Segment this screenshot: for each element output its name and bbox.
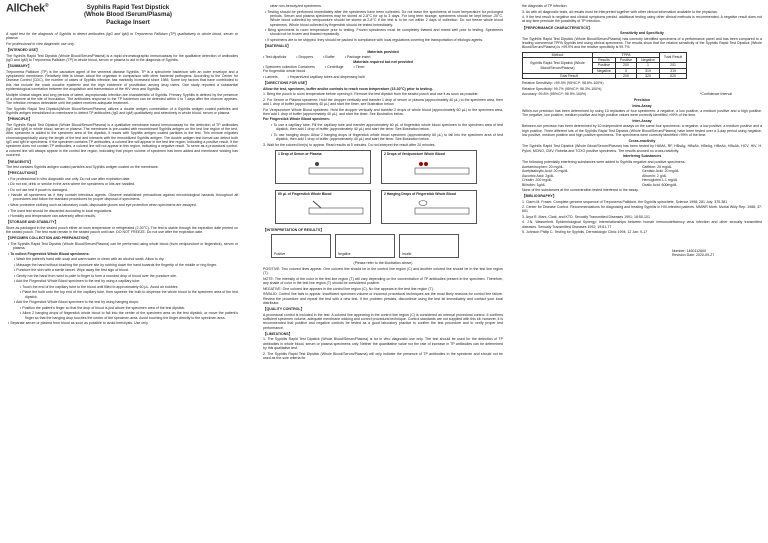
- table-row: Total Result 200 320 520: [523, 74, 687, 79]
- direction-step: For Fingerstick Whole Blood specimen:: [263, 117, 330, 122]
- direction-substep: • To use a capillary tube: Fill the capillary tube and transfer approximately 60 µL of fingerstick whole blood specimen to the specimen area of test dipstick, then add 1 drop of buffer (approximately 40 µL) and start the timer. See illustration below.: [271, 122, 504, 132]
- illustration-serum-plasma: 1 Drop of Serum or Plasma: [275, 150, 371, 184]
- table-cell: Results: [593, 58, 616, 63]
- column-3: [522, 4, 762, 257]
- limitation-item: 3. As with all diagnostic tests, all results must be interpreted together with other clinical information available to the physician.: [522, 9, 718, 14]
- limitation-item: 1. The Syphilis Rapid Test Dipstick (Whole Blood/Serum/Plasma) is for in vitro diagnostic use only. The test should be used for the detection of TP antibodies in whole blood, serum or plasma specimens only. Neither the quantitative value nor the rate of increase in TP antibodies can be determined by this qualitative test.: [263, 337, 503, 350]
- intra-title: Intra-Assay: [632, 103, 652, 108]
- specimen-subitem: • Add the Fingerstick Whole Blood specimen to the test by using a capillary tube:: [14, 279, 141, 284]
- specimen-cont: clear non-hemolyzed specimens.: [270, 4, 322, 8]
- intra-text: Within-run precision has been determined by using 10 replicates of four specimens: a negative, a low positive, a medium positive and a high positive. The negative, low positive, medium positive and high positive values were correctly identified >99% of the time.: [522, 109, 762, 118]
- brand-logo: AllChek®: [6, 2, 49, 15]
- intended-text: The Syphilis Rapid Test Dipstick (Whole Blood/Serum/Plasma) is a rapid chromatographic immunoassay for the qualitative detection of antibodies (IgG and IgM) to Treponema Pallidum (TP) in whole blood, serum or plasma to aid in the diagnosis of Syphilis.: [6, 53, 238, 62]
- section-directions: 【DIRECTIONS FOR USE】: [263, 81, 309, 86]
- limitation-cont: the diagnosis of TP infection.: [522, 4, 568, 8]
- result-note: NOTE: The intensity of the color in the test line region (T) will vary depending on the concentration of TP antibodies present in the specimen. Therefore, any shade of color in the test line region (T) should be considered positive.: [263, 276, 503, 286]
- stat-line: Relative Specificity: 99.7% (95%CI*: 98.3%-100%): [522, 86, 602, 91]
- material-item: • Package insert: [344, 55, 371, 60]
- inter-title: Inter-Assay: [632, 118, 652, 123]
- substance-row: Creatin: 200 mg/dL Hemoglobin 1.1 mg/dL: [522, 178, 678, 183]
- limitation-item: 2. The Syphilis Rapid Test Dipstick (Whole Blood/Serum/Plasma) will only indicate the presence of TP antibodies in the specimen and should not be used as the sole criteria for: [263, 351, 503, 360]
- material-note: For fingerstick whole blood: [263, 69, 306, 74]
- principle-text: The Syphilis Rapid Test Dipstick (Whole Blood/Serum/Plasma) is a qualitative membrane based immunoassay for the detection of TP antibodies (IgG and IgM) in whole blood, serum or plasma. The membrane is pre-coated with recombinant Syphilis antigen on the test line region of the test. After specimen is added to the specimen area of the dipstick, it reacts with Syphilis antigen coated particles in the test. This mixture migrates chromatographically along the length of the test and interacts with the immobilized Syphilis antigen. The double antigen test format can detect both IgG and IgM in specimens. If the specimen contains TP antibodies, a colored line will appear in the test line region, indicating a positive result. If the specimen does not contain TP antibodies, a colored line will not appear in this region, indicating a negative result. To serve as a procedural control, a colored line will always appear in the control line region, indicating that proper volume of specimen has been added and membrane wicking has occurred.: [6, 122, 238, 158]
- biblio-item: 4. J.N. Wasserheit. Epidemiological Synergy: Interrelationships between human immunodeficiency virus infection and other sexually transmitted diseases. Sexually Transmitted Diseases 1992; 19:61-77: [522, 220, 762, 229]
- table-cell: Negative: [637, 58, 660, 63]
- document-number: Number: 1460112600: [672, 248, 707, 253]
- specimen-subitem: • Touch the end of the capillary tube to the blood until filled to approximately 60 µL. Avoid air bubbles.: [20, 284, 179, 289]
- material-item: • Lancets: [263, 74, 278, 79]
- summary-p3: The Syphilis Rapid Test Dipstick(Whole Blood/Serum/Plasma) utilizes a double antigen combination of a Syphilis antigen coated particles and Syphilis antigen immobilized on membrane to detect TP antibodies (IgG and IgM) qualitatively and selectively in whole blood, serum or plasma.: [6, 106, 238, 116]
- header: [6, 4, 238, 30]
- stat-line: Accuracy: 99.8% (95%CI*: 98.9%-100%) *Confidence Interval: [522, 92, 732, 97]
- material-item: • Specimen collection Containers: [263, 65, 315, 70]
- direction-step: For Venipuncture Whole Blood specimen: Hold the dropper vertically and transfer 2 drops of whole blood (approximately 60 µL) to the specimen area, then add 1 drop of buffer (approximately 40 µL), and start the timer. See illustration below.: [263, 107, 503, 116]
- summary-p1: Treponema Pallidum (TP) is the causative agent of the venereal disease Syphilis. TP is a spirochete bacterium with an outer envelope and a cytoplasmic membrane. Relatively little is known about the organism in comparison with other bacterial pathogens. According to the Center for Disease Control (CDC), the number of cases of Syphilis infection has markedly increased since 1985. Some key factors that have contributed to this rise include the crack cocaine epidemic and the high incidence of prostitution among drug users. One study reported a substantial epidemiological correlation between the acquisition and transmission of the HIV virus and Syphilis.: [6, 69, 238, 91]
- performance-table: [522, 52, 687, 80]
- document-meta: [672, 249, 762, 258]
- material-item: • Test dipsticks: [263, 55, 287, 60]
- result-positive: POSITIVE: Two colored lines appear. One colored line should be in the control line region (C) and another colored line should be in the test line region (T).: [263, 266, 503, 276]
- section-summary: 【SUMMARY】: [6, 64, 32, 69]
- material-item: • Timer: [353, 65, 365, 70]
- section-storage: 【STORAGE AND STABILITY】: [6, 220, 59, 225]
- direction-step: 1. Bring the pouch to room temperature before opening it. Remove the test dipstick from the sealed pouch and use it as soon as possible.: [263, 92, 479, 97]
- section-interpretation: 【INTERPRETATION OF RESULTS】: [263, 228, 324, 233]
- table-header: Method: [523, 52, 593, 57]
- precision-title: Precision: [634, 97, 650, 102]
- stat-line: Relative Sensitivity: >99.9% (95%CI*: 98.6%-100%): [522, 81, 604, 86]
- revision-date: Revision Date: 2020-09-27: [672, 253, 715, 258]
- table-cell: Positive: [615, 58, 636, 63]
- illustration-capillary: 60 µL of Fingerstick Whole Blood: [275, 190, 371, 224]
- procedure-illustrations: [275, 150, 503, 224]
- cross-title: Cross-reactivity: [628, 138, 656, 143]
- table-row: Negative 0 319 319: [523, 68, 687, 73]
- substances-list: [522, 165, 762, 187]
- precaution-item: • Wear protective clothing such as laboratory coats, disposable gloves and eye protection when specimens are assayed.: [8, 203, 197, 207]
- interp-note: (Please refer to the illustration above): [353, 261, 413, 266]
- section-bibliography: 【BIBLIOGRAPHY】: [522, 194, 557, 199]
- column-2: [263, 4, 503, 361]
- qc-text: A procedural control is included in the test. A colored line appearing in the control line region (C) is considered an internal procedural control. It confirms sufficient specimen volume, adequate membrane wicking and correct procedural technique. Control standards are not supplied with this kit; however, it is recommended that positive and negative controls be tested as a good laboratory practice to confirm the test procedure and to verify proper test performance.: [263, 312, 503, 330]
- precaution-item: • Do not use test if pouch is damaged.: [8, 187, 68, 192]
- directions-intro: Allow the test, specimen, buffer and/or controls to reach room temperature (15-30°C) prior to testing.: [263, 86, 433, 91]
- precaution-item: • Do not eat, drink or smoke in the area where the specimens or kits are handled.: [8, 182, 136, 187]
- title-line-3: Package Insert: [106, 18, 150, 26]
- biblio-item: 2. Center for Disease Control. Recommendations for diagnosing and treating Syphilis in HIV-infected patients. MMWR Morb. Mortal Wkly Rep. 1988; 37: 601: [522, 205, 762, 214]
- precaution-item: • The used test should be discarded according to local regulations.: [8, 208, 113, 213]
- result-positive-illustration: Positive: [271, 234, 331, 258]
- material-item: • Droppers: [296, 55, 314, 60]
- specimen-subitem: • Gently rub the hand from wrist to palm to finger to form a rounded drop of blood over the puncture site.: [14, 273, 177, 278]
- substance-row: Acetaminophen: 20 mg/dL Caffeine: 20 mg/dL: [522, 165, 672, 170]
- direction-substep: • To use hanging drops: Allow 2 hanging drops of fingerstick whole blood specimen (approximately 60 µL) to fall into the specimen area of test dipstick, then add 1 drop of buffer (approximately 40 µL) and start the timer. See illustration below.: [271, 132, 503, 142]
- section-reagents: 【REAGENTS】: [6, 159, 33, 164]
- section-specimen: 【SPECIMEN COLLECTION AND PREPARATION】: [6, 236, 91, 241]
- intro-use: For professional in vitro diagnostic use only.: [6, 41, 75, 46]
- table-header: Total Result: [659, 52, 686, 63]
- substance-row: Ascorbic Acid: 2g/dL Albumin: 2 g/dL: [522, 173, 667, 178]
- direction-step: 3. Wait for the colored line(s) to appear. Read results at 5 minutes. Do not interpret the result after 20 minutes.: [263, 142, 436, 147]
- material-item: • Buffer: [323, 55, 335, 60]
- substance-row: Bilirubin: 1g/dL Oxalic Acid: 600mg/dL: [522, 182, 678, 187]
- table-row: Positive 200 1 201: [523, 63, 687, 68]
- specimen-subitem: • Massage the hand without touching the puncture site by rubbing down the hand towards the fingertip of the middle or ring finger.: [14, 262, 217, 267]
- section-performance: 【PERFORMANCE CHARACTERISTICS】: [522, 25, 592, 30]
- substance-row: Acetylsalicylic Acid: 20 mg/dL Gentisic Acid: 20 mg/dL: [522, 169, 680, 174]
- document-title: [58, 4, 198, 26]
- intro-text: A rapid test for the diagnosis of Syphilis to detect antibodies (IgG and IgM) to Treponema Pallidum (TP) qualitatively in whole blood, serum or plasma.: [6, 32, 238, 41]
- interfering-title: Interfering Substances: [622, 154, 662, 159]
- column-1: [6, 4, 238, 327]
- ci-note: *Confidence Interval: [700, 92, 732, 97]
- specimen-item: • Separate serum or plasma from blood as soon as possible to avoid hemolysis. Use only: [8, 321, 148, 326]
- sensitivity-title: Sensitivity and Specificity: [620, 31, 664, 36]
- reagents-text: The test contains Syphilis antigen coated particles and Syphilis antigen coated on the membrane.: [6, 164, 159, 169]
- title-line-2: (Whole Blood /Serum/Plasma): [83, 11, 172, 19]
- result-negative: NEGATIVE: One colored line appears in the control line region (C). No line appears in the test line region (T).: [263, 286, 434, 291]
- result-invalid: INVALID: Control line fails to appear. Insufficient specimen volume or incorrect procedural techniques are the most likely reasons for control line failure. Review the procedure and repeat the test with a new test. If the problem persists, discontinue using the test kit immediately and contact your local distributor.: [263, 292, 503, 305]
- interfering-end: None of the substances at the concentration tested interfered in the assay.: [522, 187, 639, 192]
- precaution-item: • Handle all specimens as if they contain infectious agents. Observe established precautions against microbiological hazards throughout all procedures and follow the standard procedures for proper disposal of specimens.: [8, 193, 238, 202]
- section-precautions: 【PRECAUTIONS】: [6, 171, 39, 176]
- specimen-item: • The Syphilis Rapid Test Dipstick (Whole Blood/Serum/Plasma) can be performed using whole blood (from venipuncture or fingerstick), serum or plasma.: [8, 241, 238, 251]
- section-intended-use: 【INTENDED USE】: [6, 48, 40, 53]
- specimen-item: • If specimens are to be shipped, they should be packed in compliance with local regulations covering the transportation of etiologic agents.: [265, 37, 484, 42]
- specimen-item: • Bring specimens to room temperature prior to testing. Frozen specimens must be completely thawed and mixed well prior to testing. Specimens should not be frozen and thawed repeatedly.: [265, 28, 503, 37]
- illustration-venipuncture: 2 Drops of Venipuncture Whole Blood: [381, 150, 477, 184]
- specimen-subitem: • Position the patient's finger so that the drop of blood is just above the specimen area of the test dipstick.: [20, 305, 186, 310]
- specimen-subitem: • Add the Fingerstick Whole Blood specimen to the test by using hanging drops:: [14, 300, 139, 305]
- section-limitations: 【LIMITATIONS】: [263, 331, 293, 336]
- precaution-item: • Humidity and temperature can adversely affect results.: [8, 214, 96, 219]
- table-header: TPPA: [593, 52, 660, 57]
- result-invalid-illustration: Invalid: [399, 234, 459, 258]
- biblio-item: 5. Johnson Philip C. Testing for Syphilis. Dermatologic Clinic 1994; 12 Jan: 9-17: [522, 230, 648, 235]
- specimen-subitem: • Place the bulb onto the top end of the capillary tube, then squeeze the bulb to dispense the whole blood to the specimen area of the test dipstick.: [20, 290, 239, 299]
- biblio-item: 3. Arya R. Mars. Clark, and KTD. Sexually Transmitted Diseases 1991; 18:50-101: [522, 214, 650, 219]
- specimen-subitem: • Wash the patient's hand with soap and warm water or clean with an alcohol swab. Allow to dry.: [14, 257, 165, 262]
- material-item: • Heparinized capillary tubes and dispensing bulb: [287, 74, 366, 79]
- materials-required-title: Materials required but not provided: [353, 59, 413, 64]
- result-illustrations: [271, 234, 503, 258]
- precaution-item: • For professional in vitro diagnostic use only. Do not use after expiration date.: [8, 176, 131, 181]
- direction-step: 2. For Serum or Plasma specimen: Hold the dropper vertically and transfer 1 drop of serum or plasma (approximately 40 µL) to the specimen area, then add 1 drop of buffer (approximately 40 µL) and start the timer, see illustration below.: [263, 97, 503, 107]
- storage-text: Store as packaged in the sealed pouch either at room temperature or refrigerated (2-30°C). The test is stable through the expiration date printed on the sealed pouch. The test must remain in the sealed pouch until use. DO NOT FREEZE. Do not use after the expiration date.: [6, 225, 238, 235]
- specimen-item: • Testing should be performed immediately after the specimens have been collected. Do not leave the specimens at room temperature for prolonged periods. Serum and plasma specimens may be stored at 2-8°C for up to 3 days. For long term storage, specimens should be kept below -20°C. Whole blood collected by venipuncture should be stored at 2-8°C if the test is to be run within 2 days of collection. Do not freeze whole blood specimens. Whole blood collected by fingerstick should be tested immediately.: [265, 9, 503, 27]
- result-negative-illustration: Negative: [335, 234, 395, 258]
- section-materials: 【MATERIALS】: [263, 44, 291, 49]
- section-principle: 【PRINCIPLE】: [6, 117, 33, 122]
- sensitivity-text: The Syphilis Rapid Test Dipstick (Whole Blood/Serum/Plasma) has correctly identified specimens of a performance panel and has been compared to a leading commercial TPPA Syphilis test using clinical specimens. The results show that the relative sensitivity of the Syphilis Rapid Test Dipstick (Whole Blood/Serum/Plasma) is >99.9% and the relative specificity is 99.7%.: [522, 36, 762, 50]
- title-line-1: Syphilis Rapid Test Dipstick: [86, 4, 170, 11]
- section-quality-control: 【QUALITY CONTROL】: [263, 307, 305, 312]
- inter-text: Between-run precision has been determined by 10 independent assays on the same four specimens: a negative, a low positive, a medium positive and a high positive. Three different lots of the Syphilis Rapid Test Dipstick (Whole Blood/Serum/Plasma) have been tested over a 3-day period using negative, low positive, medium positive and high positive specimens. The specimens were correctly identified >99% of the time.: [522, 124, 762, 138]
- summary-p2: Multiple clinical stages and long periods of latent, asymptomatic infection are characteristic of Syphilis. Primary Syphilis is defined by the presence of a chancre at the site of inoculation. The antibodies response to the TP bacterium can be detected within 4 to 7 days after the chancre appears. The infection remains detectable until the patient receives adequate treatment.: [6, 92, 238, 106]
- material-item: • Centrifuge: [324, 65, 344, 70]
- materials-fingerstick-list: [263, 75, 503, 79]
- illustration-hanging-drops: 2 Hanging Drops of Fingerstick Whole Blood: [381, 190, 477, 224]
- specimen-item: • To collect Fingerstick Whole Blood specimens:: [8, 251, 90, 256]
- biblio-item: 1. Clarm M. Fraser. Complete genome sequence of Treponema Pallidum, the Syphilis spirochete, Science 1998; 281 July: 375-381: [522, 199, 728, 204]
- materials-provided-title: Materials provided: [367, 49, 399, 54]
- interfering-text: The following potentially interfering substances were added to Syphilis negative and positive specimens.: [522, 159, 686, 164]
- table-device-cell: Syphilis Rapid Test Dipstick (Whole Blood/Serum/Plasma): [523, 58, 593, 74]
- specimen-subitem: • Allow 2 hanging drops of fingerstick whole blood to fall into the center of the specimen area on the test dipstick, or move the patient's finger so that the hanging drop touches the center of the specimen area. Avoid touching the finger directly to the specimen area.: [20, 311, 238, 320]
- limitation-item: 4. If the test result is negative and clinical symptoms persist, additional testing using other clinical methods is recommended. A negative result does not at any time preclude the possibility of TP infection.: [522, 15, 762, 24]
- specimen-subitem: • Puncture the skin with a sterile lancet. Wipe away the first sign of blood.: [14, 268, 129, 273]
- cross-text: The Syphilis Rapid Test Dipstick (Whole Blood/Serum/Plasma) has been tested by HAMA, RF, HBsAg, HBsAb, HBeAg, HBeAb, HBcAb, HCV, HIV, H. Pylori, MONO, CMV, Rubella and TOXO positive specimens. The results showed no cross-reactivity.: [522, 144, 762, 153]
